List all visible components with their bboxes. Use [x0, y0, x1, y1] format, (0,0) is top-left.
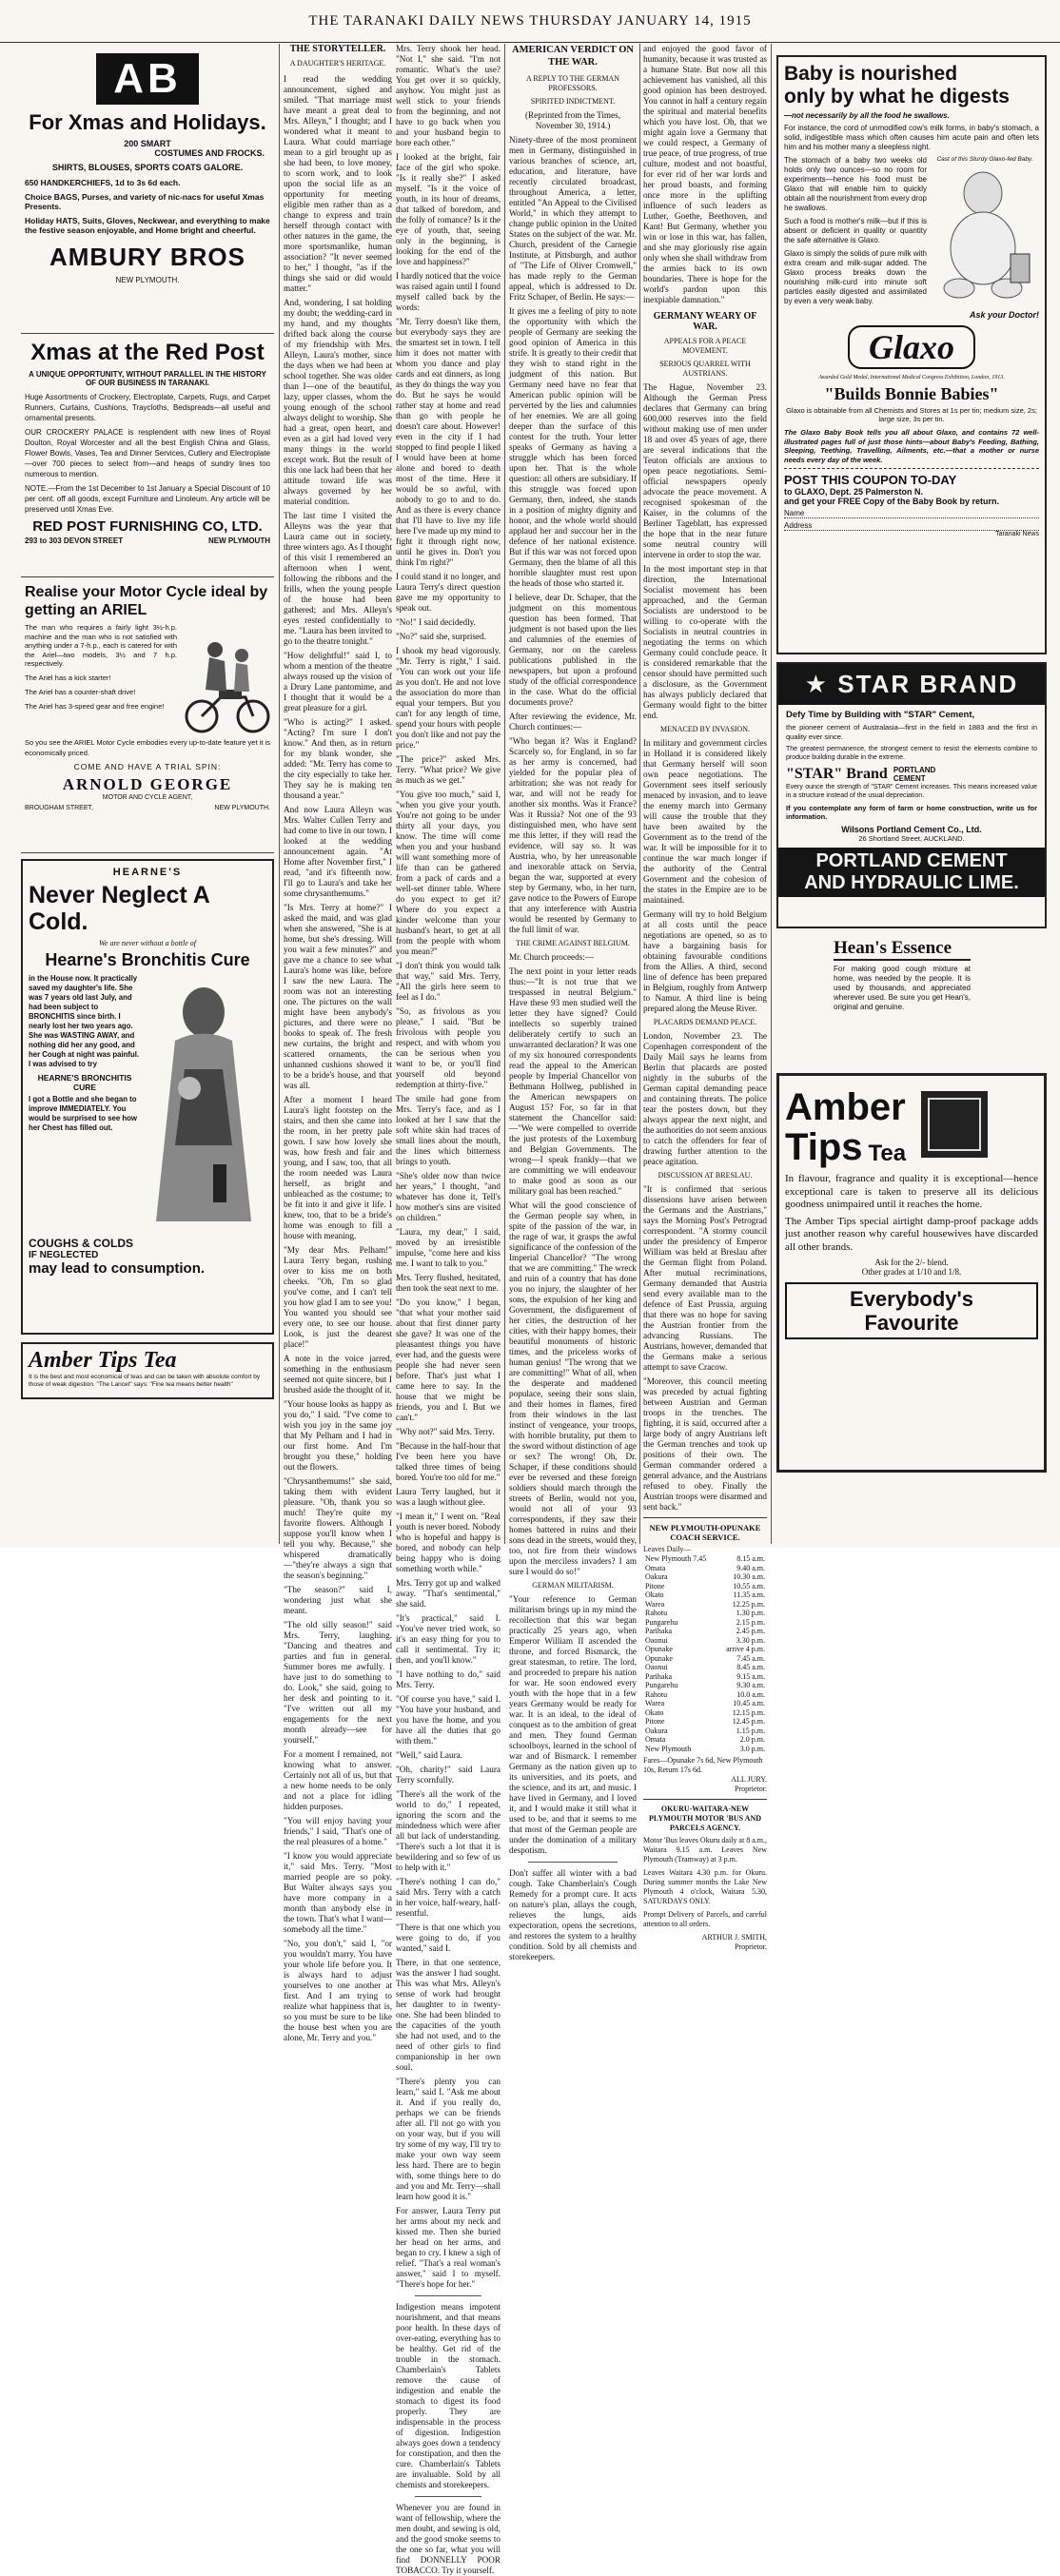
- glaxo-address-field[interactable]: Address: [784, 521, 1039, 531]
- story-paragraph: "Oh, charity!" said Laura Terry scornfully.: [396, 1765, 501, 1785]
- timetable-stop: Pungarehu: [645, 1681, 678, 1689]
- weary-headline: GERMANY WEARY OF WAR.: [653, 311, 757, 332]
- story-paragraph: "I mean it," I went on. "Real youth is never bored. Nobody who is hopeful and happy is bored, and nobody can help being happy who is doing something worth while.": [396, 1512, 501, 1573]
- story-paragraph: "It's practical," said I. "You've never tried work, so it's an easy thing for you to call it sentimental. Try it; then, and you'll know.": [396, 1613, 501, 1665]
- star-brand: STAR BRAND: [837, 670, 1019, 698]
- timetable-stop: Warea: [645, 1599, 665, 1609]
- storyteller-column: [284, 44, 392, 2042]
- timetable-stop: Okato: [645, 1708, 664, 1717]
- verdict-paragraph: After reviewing the evidence, Mr. Church continues:—: [509, 712, 637, 732]
- story-paragraph: "She's older now than twice her years," I thought, "and whatever has done it, Tell's how mother's sins are visited on children.": [396, 1171, 501, 1222]
- star-brand-name: "STAR" Brand: [786, 766, 888, 782]
- timetable-row: [643, 1745, 767, 1754]
- star-body: Every ounce the strength of "STAR" Cement increases. This means increased value in a structure instead of the usual depreciation.: [786, 784, 1037, 799]
- timetable-time: 3.0 p.m.: [739, 1744, 765, 1753]
- timetable-row: [643, 1564, 767, 1573]
- timetable-row: [643, 1618, 767, 1628]
- timetable-stop: Oakura: [645, 1572, 668, 1581]
- star-body: If you contemplate any form of farm or home construction, write us for information.: [786, 804, 1037, 821]
- ambury-line: 200 SMART: [124, 139, 171, 148]
- amber-favourite: Favourite: [864, 1311, 959, 1335]
- story-paragraph: "The old silly season!" said Mrs. Terry, laughing. "Dancing and theatres and parties and fun in general. Summer bores me awfully. I have just to do something to do. Look," she said, going to her desk and pointing to it. "I've written out all my engagements for the next month already—see for yourself.": [284, 1620, 392, 1745]
- story-paragraph: The last time I visited the Alleyns was the year that Laura came out in society, three winters ago. As I thought of this visit I remembered an afternoon when I went, following the ribbons and the frills, when the young people of the house had been gathered; and Mrs. Alleyn's eyes rested confidentially to me. "Laura has been invited to go to the theatre tonight.": [284, 511, 392, 646]
- story-paragraph: Mrs. Terry shook her head. "Not I," she said. "I'm not romantic. What's the use? You get over it so quickly, anyhow. You might just as well stick to your friends from the beginning, and not have to go back when you and your husband begin to bore each other.": [396, 44, 501, 147]
- timetable-row: [643, 1727, 767, 1736]
- story-paragraph: "Who is acting?" I asked. "Acting? I'm sure I don't know." And then, as in return for my blank wonder, she added: "Mr. Terry has come to the city especially to take her. They say he is making ten thousand a year.": [284, 717, 392, 800]
- timetable-row: [643, 1699, 767, 1708]
- tobacco-notice: Whenever you are found in want of fellowship, where the men doubt, and sewing is old, and the good smoke seems to the one so far, what you will find DONNELLY POOR TOBACCO. Try it yourself.: [396, 2503, 501, 2575]
- story-paragraph: Laura Terry laughed, but it was a laugh without glee.: [396, 1487, 501, 1507]
- hearnes-product: Hearne's Bronchitis Cure: [45, 950, 250, 969]
- timetable-stop: Rahotu: [645, 1609, 668, 1617]
- glaxo-headline: only by what he digests: [784, 86, 1010, 107]
- red-post-name: RED POST FURNISHING CO, LTD.: [32, 518, 263, 535]
- glaxo-paper: Taranaki News: [995, 531, 1039, 537]
- storyteller-section: THE STORYTELLER.: [289, 44, 386, 54]
- timetable-row: [643, 1681, 767, 1690]
- verdict-paragraph: Mr. Church proceeds:—: [509, 952, 595, 962]
- ambury-line: COSTUMES AND FROCKS.: [154, 148, 265, 158]
- verdict-paragraph: "Who began it? Was it England? Scarcely so, for England, in so far as her army is concerned, had yielded for the popular plea of arbitration; she was not ready for war, and will not be ready for another six months. Was it France? Was it Russia? Not one of the 93 distinguished men, who have sent me this letter, if they will read the evidence, will say so. It was Austria, who, by her unreasonable and inexorable attack on Servia, began the war, supported at every step by Germany, who, in her turn, gave notice to the Powers of Europe that any interference with Austria would be resented by Germany to the full limit of war.: [509, 736, 637, 934]
- masthead: [0, 0, 1060, 43]
- story-paragraph: I looked at the bright, fair face of the girl who spoke. "Is it really she?" I asked myself. "Is it the voice of youth, in its hour of dreams, that talked of boredom, and the folly of romance? Is it the eye of youth, that, seeing only in the beginning, is looking for the end of the love and happiness?": [396, 152, 501, 266]
- motorcycle-illustration-icon: [183, 623, 270, 737]
- story-paragraph: "Do you know," I began, "that what your mother said about that first dinner party she gave? It was one of the pleasantest things you have ever had, and the guests were people she had never seen before. That's just what I came here to say. In the house that we might be friends, you and I. But we can't.": [396, 1298, 501, 1422]
- portland-cement-banner: [778, 848, 1045, 897]
- timetable-row: [643, 1654, 767, 1664]
- timetable-stop: Oakura: [645, 1726, 668, 1735]
- hearnes-coughs: COUGHS & COLDS: [29, 1237, 134, 1250]
- glaxo-builds: "Builds Bonnie Babies": [824, 384, 999, 403]
- timetable-stop: Omata: [645, 1735, 666, 1744]
- weary-paragraph: Germany will try to hold Belgium at all costs until the peace negotiations are opened, so as to have a bargaining basis for obtaining favourable conditions from the Allies. A third, second line of defence has been prepared in Belgium, roughly from Antwerp to Namur. A third line is being prepared along the Meuse River.: [643, 909, 767, 1013]
- glaxo-body: The stomach of a baby two weeks old holds only two ounces—so no room for experiments—hence his food must be Glaxo that will enable him to quickly obtain all the nourishment from every drop he swallows.: [784, 156, 927, 212]
- story-paragraph: "You give too much," said I, "when you give your youth. You're not going to be under thirty all your days, you know. The time will come when you and your husband will want something more of life than can be gathered from a pack of cards and a well-set dinner table. Where do you expect to get it? Where do you expect a kinder welcome than your husband's heart, to get at all from the people with whom you mean?": [396, 790, 501, 956]
- ariel-text: The Ariel has 3-speed gear and free engine!: [25, 701, 165, 711]
- story-paragraph: "I don't think you would talk that way," said Mrs. Terry, "All the girls here seem to feel as I do.": [396, 961, 501, 1002]
- verdict-paragraph: The next point in your letter reads thus:—"It is not true that we trespassed in neutral Belgium." Have these 93 men studied well the letter they have signed? Could intellects so superbly trained deliberately certify to such an unwarranted declaration? It was one of my six honoured correspondents read the appeal to the American people by Imperial Chancellor von Bethmann Hollweg, published in the American newspapers on August 15? For, so far in that statement the Chancellor said:—"We were compelled to override the just protests of the Luxemburg and Belgian Governments. The wrong—I speak frankly—that we are committing we will endeavour to make good as soon as our military goal has been reached.": [509, 966, 637, 1196]
- red-post-headline: Xmas at the Red Post: [30, 340, 265, 365]
- glaxo-sub: —not necessarily by all the food he swallows.: [784, 111, 950, 120]
- hydraulic-lime-line: AND HYDRAULIC LIME.: [804, 872, 1019, 893]
- column-rule: [279, 44, 280, 1544]
- red-post-ad: [21, 334, 274, 577]
- story-continued-column: [396, 44, 501, 2575]
- story-paragraph: I read the wedding announcement, sighed and smiled. "That marriage must have meant a great deal to Mrs. Alleyn," I thought; and I wondered what it meant to Laura. What could marriage mean to a girl brought up as she had been, to love money, to scorn work, and to look upon the social life as an opportunity for meeting eligible men rather than as a change to express and train herself through contact with other natures in the game, the more sportsmanlike, human association? "It never seemed to her," I thought, "as if the things she said or did would matter.": [284, 74, 392, 293]
- timetable-row: [643, 1554, 767, 1564]
- ambury-line: 650 HANDKERCHIEFS, 1d to 3s 6d each.: [25, 178, 181, 187]
- ambury-line: Holiday HATS, Suits, Gloves, Neckwear, and everything to make the festive season enjoyable, and Home bright and cheerful.: [25, 216, 270, 235]
- story-paragraph: "No?" said she, surprised.: [396, 632, 487, 641]
- hearnes-ad: [21, 859, 274, 1335]
- story-paragraph: "There's all the work of the world to do," I repeated, ignoring the scorn and the mindedness which were after all but lack of understanding. "There's such a lot that it is bewildering and so few of us to help with it.": [396, 1789, 501, 1872]
- column-rule: [504, 44, 505, 1544]
- timetable-stop: Opunake: [645, 1645, 673, 1653]
- story-paragraph: "Well," said Laura.: [396, 1750, 463, 1760]
- timetable-stop: Rahotu: [645, 1689, 668, 1699]
- weary-paragraph: "Moreover, this council meeting was preceded by actual fighting between Austrian and German troops in the trenches. The fighting, it is said, occurred after a large body of angry Austrians left the German trenches and took up positions of their own. The German commander ordered a general advance, and the Austrians refused to obey. Finally the Austrian troops were disarmed and sent back.": [643, 1376, 767, 1512]
- timetable-row: [643, 1717, 767, 1727]
- story-paragraph: The smile had gone from Mrs. Terry's face, and as I looked at her I saw that the soft white skin had traces of small lines about the mouth, the lines which bitterness brings to youth.: [396, 1094, 501, 1166]
- timetable-time: 12.25 p.m.: [732, 1599, 765, 1609]
- story-paragraph: A note in the voice jarred, something in the enthusiasm seemed not quite sincere, but I brushed aside the thought of it.: [284, 1354, 392, 1395]
- ariel-headline: Realise your Motor Cycle ideal by getting an ARIEL: [25, 584, 268, 618]
- red-post-text: Huge Assortments of Crockery, Electroplate, Carpets, Rugs, and Carpet Runners, Curtains, Cushions, Traycloths, Bedspreads—all useful and ornamental presents.: [25, 393, 270, 422]
- timetable-time: 9.40 a.m.: [736, 1563, 765, 1572]
- glaxo-headline: Baby is nourished: [784, 63, 958, 85]
- story-paragraph: "Why not?" said Mrs. Terry.: [396, 1427, 495, 1436]
- timetable-row: [643, 1708, 767, 1718]
- story-paragraph: "There's plenty you can learn," said I. "Ask me about it. And if you really do, perhaps we can be friends after all. I'll not go with you on your way, but if you will try some of my way, I'll try to make your own way seem less hard. There are to begin with, some things here to do and you and Mr. Terry—shall learn how good it is.": [396, 2077, 501, 2201]
- hearnes-tag: We are never without a bottle of: [98, 939, 197, 947]
- motor-text: Motor 'Bus leaves Okuru daily at 8 a.m., Waitara 9.15 a.m. Leaves New Plymouth (Tramway) at 3 p.m.: [643, 1836, 767, 1864]
- glaxo-caption: Cast of this Sturdy Glaxo-fed Baby.: [936, 156, 1033, 163]
- timetable-row: [643, 1627, 767, 1636]
- verdict-sub: A REPLY TO THE GERMAN PROFESSORS.: [525, 74, 620, 92]
- verdict-reprint: (Reprinted from the Times, November 30, 1914.): [524, 110, 621, 130]
- ariel-text: The man who requires a fairly light 3½-h.p. machine and the man who is not satisfied with anything under a 7-h.p., each is catered for with the Ariel—two models, 3½ and 7 h.p. respectively.: [25, 623, 177, 668]
- motor-text: Leaves Waitara 4.30 p.m. for Okuru. During summer months the Lake New Plymouth 4 o'clock, Waitara 5.30, SATURDAYS ONLY.: [643, 1868, 767, 1905]
- amber-grades: Other grades at 1/10 and 1/8.: [861, 1267, 962, 1277]
- red-post-text: OUR CROCKERY PALACE is resplendent with new lines of Royal Doulton, Royal Worcester and all the best English China and Glass, Flower Bowls, Vases, Tea and Dinner Services, Cutlery and Electroplate—over 700 pieces to select from—and heaps of sundry lines too numerous to mention.: [25, 428, 270, 478]
- ambury-line: SHIRTS, BLOUSES, SPORTS COATS GALORE.: [51, 163, 244, 172]
- germany-weary-column: [643, 44, 767, 1951]
- timetable-row: [643, 1582, 767, 1591]
- timetable-stop: Opunake: [645, 1653, 673, 1663]
- timetable-time: 8.15 a.m.: [736, 1554, 765, 1563]
- story-paragraph: Mrs. Terry got up and walked away. "That's sentimental," she said.: [396, 1578, 501, 1609]
- story-paragraph: "Because in the half-hour that I've been here you have talked three times of being bored. You're too old for me.": [396, 1441, 501, 1482]
- star-address: 26 Shortland Street, AUCKLAND.: [858, 834, 965, 843]
- star-icon: ★: [804, 670, 830, 698]
- glaxo-name-field[interactable]: Name: [784, 509, 1039, 518]
- glaxo-coupon-address: to GLAXO, Dept. 25 Palmerston N.: [784, 487, 924, 497]
- mother-child-illustration-icon: [147, 974, 261, 1231]
- verdict-paragraph: It gives me a feeling of pity to note the opportunity with which the people of Germany are seeking the good opinion of America in this strife. It is greatly to their credit that they wish to stand right in the judgment of this nation. But Germany need have no fear that American public opinion will be perverted by the lies and calumnies of her enemies. We are all going deeper than the surface of this contest for the truth. Your letter speaks of Germany as having a struggle which has been forced upon her. That is the whole question: all others are subsidiary. If this struggle was forced upon Germany, then, indeed, she stands in a position of mighty dignity and honor, and the whole world should applaud her and succour her in the defence of her national existence. But if this war was not forced upon Germany, then the blame of all this horrible slaughter must rest upon the heads of those who started it.: [509, 306, 637, 588]
- story-paragraph: "So, as frivolous as you please," I said. "But be frivolous with people you respect, and with whom you can be serious when you want to be, or you'll find yourself old beyond redemption at thirty-five.": [396, 1006, 501, 1089]
- glaxo-award: Awarded Gold Medal, International Medical Congress Exhibition, London, 1913.: [818, 375, 1005, 381]
- timetable-time: 7.45 a.m.: [736, 1653, 765, 1663]
- breslau-heading: DISCUSSION AT BRESLAU.: [658, 1171, 753, 1180]
- coach-heading: NEW PLYMOUTH-OPUNAKE COACH SERVICE.: [649, 1523, 761, 1542]
- weary-paragraph: In the most important step in that direction, the International Socialist movement has been approached, and the German Socialists are understood to be willing to co-operate with the Socialists in neutral countries in negotiating the terms on which Germany could conclude peace. It is considered remarkable that the censor should have permitted such a disclosure, as the Government has always publicly declared that Germany would fight to the bitter end.: [643, 564, 767, 720]
- story-paragraph: "You will enjoy having your friends," I said, "That's one of the real pleasures of a home.": [284, 1816, 392, 1846]
- timetable-time: 9.30 a.m.: [736, 1681, 765, 1689]
- ariel-text: So you see the ARIEL Motor Cycle embodies every up-to-date feature yet it is economically priced.: [25, 738, 270, 757]
- ariel-address-row: [25, 805, 270, 811]
- star-company: Wilsons Portland Cement Co., Ltd.: [841, 825, 982, 834]
- verdict-continued-paragraph: and enjoyed the good favor of humanity, because it was trusted as a humane State. But now all this achievement has vanished, all this good opinion has been destroyed. You cannot in half a century regain the spiritual and material benefits which you have lost. Oh, that we might again love a Germany that we could respect, a Germany of true peace, of true progress, of true culture, modest and not boastful, for ever rid of her war lords and her proud boasts, and forming once more in the uplifting influence of such leaders as Luther, Goethe, Beethoven, and Kant! But Germany, whether you win or lose in this war, has fallen, and she may gloriously rise again only when she shall withdraw from the armies back to its own boundaries. There is hope for the world's pardon upon this inexpiable damnation.": [643, 44, 767, 304]
- ariel-town: NEW PLYMOUTH.: [214, 805, 270, 811]
- timetable-stop: Parihaka: [645, 1627, 672, 1635]
- timetable-row: [643, 1690, 767, 1700]
- weary-sub2: SERIOUS QUARREL WITH AUSTRIANS.: [659, 360, 751, 378]
- masthead-title: THE TARANAKI DAILY NEWS THURSDAY JANUARY 14, 1915: [308, 13, 752, 29]
- hearnes-testimonial: in the House now. It practically saved my daughter's life. She was 7 years old last July, and had been subject to BRONCHITIS since birth. I nearly lost her two years ago. She was WASTING AWAY, and nothing did her any good, and her Cough at night was painful. I was advised to try: [29, 974, 140, 1068]
- timetable-time: 10.0 a.m.: [736, 1689, 765, 1699]
- timetable-stop: New Plymouth: [645, 1744, 692, 1753]
- amber-tips: Tips: [785, 1126, 863, 1168]
- heans-body: For making good cough mixture at home, was needed by the people. It is used by thousands, and appreciated wherever used. Be sure you get Hean's, original and genuine.: [834, 965, 971, 1011]
- timetable-time: 3.30 p.m.: [736, 1635, 765, 1645]
- timetable-time: 1.30 p.m.: [736, 1609, 765, 1617]
- timetable-time: 10.30 a.m.: [733, 1572, 765, 1581]
- american-verdict-column: [509, 44, 637, 1961]
- glaxo-coupon-offer: and get your FREE Copy of the Baby Book by return.: [784, 497, 1000, 506]
- red-post-address: 293 to 303 DEVON STREET: [25, 537, 124, 545]
- story-paragraph: "My dear Mrs. Pelham!" Laura Terry began, rushing over to kiss me on both cheeks. "Oh, I'm so glad you've come, and I can't tell you how glad I am to see you! You wanted you should see every one, to see our house. Look, is just the dearest place!": [284, 1245, 392, 1349]
- heans-title: Hean's Essence: [834, 938, 971, 961]
- ariel-ad: [21, 577, 274, 853]
- story-paragraph: "Your house looks as happy as you do," I said. "I've come to wish you joy in the same joy that My Pelham and I had in our first home. And I'm brought you these," holding out the flowers.: [284, 1399, 392, 1472]
- verdict-paragraph: "Your reference to German militarism brings up in my mind the recollection that this war began practically 25 years ago, when Emperor William II ascended the throne, and forced Bismarck, the great statesman, to retire. The lord, and proceeded to prepare his nation for war. He soon endowed every youth with the hope that in a few years Germany would be ready for war. It is an ideal, to the ideal of conquest as to the ambition of great and men. They found German schoolboys, learned in the school of war and of Bismarck. I remember Germany as the nation given up to its universities, and its poets, and the science, and its art, and music. I have lived in Germany, and I loved it, and I would make it still what it used to be, and that it seems to me that most of the German people are under the domination of a military despotism.: [509, 1594, 637, 1855]
- story-paragraph: "Is Mrs. Terry at home?" I asked the maid, and was glad when she answered, "She is at home, but she's dressing. Will you wait a few minutes?" and gave me a chance to see what Laura's home was like, before I saw the new Laura. The room was not an interesting one. The pictures on the wall might have been anybody's pictures, and there were no books to speak of. The fresh new curtains, the bright and scattered ornaments, the unhanned cushions showed it to be a bride's house, and that was all.: [284, 903, 392, 1090]
- amber-body: The Amber Tips special airtight damp-proof package adds just another reason why careful housewives have discarded all other brands.: [785, 1215, 1038, 1253]
- story-paragraph: And, wondering, I sat holding my doubt; the wedding-card in my hand, and my thoughts drifted back along the course of my friendship with Mrs. Alleyn, Laura's mother, since the days when we had been at school together. She was older than I—one of the beautiful, lazy, upper classes, whom the young enough of the school always delight to worship. She had a great, open heart, and even as a girl had loved very many things in the world except work. But the result of this one lack had been that her attitude toward life was always governed by her material condition.: [284, 298, 392, 506]
- timetable-row: [643, 1735, 767, 1745]
- amber-body: In flavour, fragrance and quality it is exceptional—hence exceptional care is taken to preserve all its delicious goodness unimpaired until it reaches the home.: [785, 1173, 1038, 1210]
- story-paragraph: "Mr. Terry doesn't like them, but everybody says they are the smartest set in town. I tell him it does not matter with whom you dance and play cards and eat dinners, as long as they do things the way you do. But he says he would rather stay at home and read than go with people he doesn't care about. However! even in the city if I had stopped to find people I liked I would have been at home alone and bored to death most of the time. Here it would be so awful, with nobody to go to and to do. And as there is every chance that I'll have to live my life here I've made up my mind to fight it through right now, until he gives in. Don't you think I'm right?": [396, 317, 501, 567]
- story-paragraph: "I know you would appreciate it," said Mrs. Terry. "Most married people are so poky. But Walter always says you have more company in a month than anybody else in the town. That's what I want—somebody all the time.": [284, 1851, 392, 1934]
- timetable-time: arrive 4 p.m.: [726, 1645, 765, 1653]
- timetable-stop: Oaonui: [645, 1663, 668, 1671]
- amber-name: Amber: [785, 1086, 906, 1128]
- red-post-town: NEW PLYMOUTH: [207, 537, 270, 545]
- hearnes-bottle-name: HEARNE'S BRONCHITIS CURE: [37, 1073, 132, 1092]
- story-paragraph: "Of course you have," said I. "You have your husband, and you have the home, and you have all the duties that go with them.": [396, 1694, 501, 1746]
- verdict-sub2: SPIRITED INDICTMENT.: [530, 97, 616, 106]
- timetable-time: 9.15 a.m.: [736, 1671, 765, 1681]
- story-paragraph: After a moment I heard Laura's light footstep on the stairs, and then she came into the room, in her pretty pale gown. I saw how lovely she was, how fresh and fair and young, and I saw, too, that all the room needed was Laura herself, as bright and unbleached as the costume; to be fit into it and give it life. I knew, too, that to be a bride's home was enough to fill a house with meaning.: [284, 1095, 392, 1240]
- timetable-time: 2.0 p.m.: [739, 1735, 765, 1744]
- star-brand-banner: [778, 664, 1045, 705]
- story-paragraph: I shook my head vigorously. "Mr. Terry is right," I said. "You can work out your life as you don't. He and not love the association do more than equal your tempers. But you can't for any length of time, spend your hours with people you don't like and not pay the price.": [396, 646, 501, 750]
- timetable-row: [643, 1645, 767, 1654]
- timetable-stop: Pitone: [645, 1581, 665, 1590]
- star-defy: Defy Time by Building with "STAR" Cement,: [786, 710, 975, 720]
- story-paragraph: For answer, Laura Terry put her arms about my neck and kissed me. Then she buried her head on her arms, and began to cry. I knew a sigh of relief. "That's a real woman's answer," said I to myself. "There's hope for her.": [396, 2206, 501, 2289]
- motor-text: Prompt Delivery of Parcels, and careful attention to all orders.: [643, 1910, 767, 1928]
- glaxo-sold: Glaxo is obtainable from all Chemists and Stores at 1s per tin; medium size, 2s; large size, 3s per tin.: [786, 406, 1037, 423]
- ambury-name: AMBURY BROS: [49, 243, 245, 271]
- star-cement-ad: [776, 662, 1047, 928]
- timetable-stop: Pungarehu: [645, 1617, 678, 1627]
- story-paragraph: Mrs. Terry flushed, hesitated, then took the seat next to me.: [396, 1273, 501, 1293]
- coach-leaves: Leaves Daily—: [643, 1545, 692, 1553]
- red-post-text: NOTE.—From the 1st December to 1st January a Special Discount of 10 per cent. off all goods, except Furniture and Linoleum. Any article will be preserved until Xmas Eve.: [25, 484, 270, 514]
- timetable-time: 1.15 p.m.: [736, 1726, 765, 1735]
- glaxo-body: Such a food is mother's milk—but if this is absent or deficient in quality or quantity the safe alternative is Glaxo.: [784, 217, 927, 244]
- ariel-text: The Ariel has a counter-shaft drive!: [25, 687, 136, 696]
- heans-essence-ad: [776, 938, 1047, 1062]
- timetable-time: 2.15 p.m.: [736, 1617, 765, 1627]
- glaxo-body: For instance, the cord of unmodified cow's milk forms, in baby's stomach, a solid, indigestible mass which often causes him acute pain and often lets him and his mother many a sleepless night.: [784, 124, 1039, 151]
- timetable-row: [643, 1636, 767, 1646]
- story-paragraph: "The price?" asked Mrs. Terry. "What price? We give as much as we get.": [396, 754, 501, 785]
- timetable-row: [643, 1590, 767, 1600]
- timetable-time: 8.45 a.m.: [736, 1663, 765, 1671]
- timetable-stop: Parihaka: [645, 1671, 672, 1681]
- timetable-time: 12.45 p.m.: [732, 1717, 765, 1726]
- hearnes-headline: Never Neglect A Cold.: [29, 882, 209, 935]
- red-post-intro: A UNIQUE OPPORTUNITY, WITHOUT PARALLEL IN THE HISTORY OF OUR BUSINESS IN TARANAKI.: [29, 370, 266, 387]
- story-paragraph: There, in that one sentence, was the answer I had sought. This was what Mrs. Alleyn's sense of work had brought her daughter to in twenty-one. She had been blinded to the capacities of the youth she had not used, and to the need of other girls to find companionship in her own soul.: [396, 1958, 501, 2072]
- verdict-paragraph: Ninety-three of the most prominent men in Germany, distinguished in various branches of science, art, education, and literature, have recently circulated broadcast, throughout America, a letter, entitled "An Appeal to the Civilised World," in which they attempt to change public opinion in the United States on the subject of the war. Mr. Church, president of the Carnegie Institute, at Pittsburgh, and author of "The Life of Oliver Cromwell," has made reply to the German appeal, which is addressed to Dr. Fritz Schaper, of Berlin. He says:—: [509, 135, 637, 302]
- glaxo-coupon: POST THIS COUPON TO-DAY: [784, 473, 957, 487]
- amber-favourite: Everybody's: [850, 1287, 973, 1311]
- story-paragraph: I hardly noticed that the voice was raised again until I found myself called back by the words:: [396, 271, 501, 312]
- menaced-heading: MENACED BY INVASION.: [659, 725, 750, 733]
- timetable-time: 2.45 p.m.: [736, 1627, 765, 1635]
- glaxo-ask: Ask your Doctor!: [969, 310, 1039, 320]
- cough-remedy-notice: Don't suffer all winter with a bad cough. Take Chamberlain's Cough Remedy for a prompt cure. It acts on nature's plan, allays the cough, relieves the lungs, aids expectoration, opens the secretions, and restores the system to a healthy condition. Sold by all chemists and storekeepers.: [509, 1868, 637, 1961]
- amber-tea: Tea: [868, 1141, 907, 1166]
- ariel-street: BROUGHAM STREET,: [25, 805, 93, 811]
- baby-illustration-icon: [931, 163, 1035, 305]
- story-paragraph: "Chrysanthemums!" she said, taking them with evident pleasure. "Oh, thank you so much! They're quite my favorite flowers. Although I suppose you'll know when I tell you why. Because," she whispered dramatically—"they're always a sign that the season's beginning.": [284, 1476, 392, 1580]
- amber-tips-strip-tagline: It is the best and most economical of teas and can be taken with absolute comfort by those of weak digestion. "The Lancet" says: "Fine tea means better health": [29, 1374, 261, 1388]
- story-paragraph: "Laura, my dear," I said, moved by an irresistible impulse, "come here and kiss me. I want to talk to you.": [396, 1227, 501, 1268]
- amber-tips-strip-ad: [21, 1342, 274, 1399]
- hearnes-brand: HEARNE'S: [112, 867, 183, 878]
- coach-timetable: [643, 1554, 767, 1753]
- chamberlain-notice: Indigestion means impotent nourishment, and that means poor health. In these days of over-eating, everything has to be healthy. Get rid of the trouble in the stomach. Chamberlain's Tablets remove the cause of indigestion and enable the stomach to digest its food properly. They are indispensable in the process of digestion. Indigestion always goes down a tendency for constipation, and then the cure. Chamberlain's Tablets are invaluable. Sold by all chemists and storekeepers.: [396, 2302, 501, 2489]
- ambury-headline: For Xmas and Holidays.: [29, 110, 266, 134]
- timetable-row: [643, 1572, 767, 1582]
- story-paragraph: And now Laura Alleyn was Mrs. Walter Cullen Terry and had come to live in our town. I looked at the wedding announcement again. "At Home after November first," I read, "and it's fifteenth now. I'll go to Laura's and take her some chrysanthemums.": [284, 805, 392, 898]
- timetable-stop: Oaonui: [645, 1635, 668, 1645]
- story-paragraph: "I have nothing to do," said Mrs. Terry.: [396, 1669, 501, 1689]
- verdict-crime-heading: THE CRIME AGAINST BELGIUM.: [516, 939, 630, 947]
- story-paragraph: "How delightful!" said I, to whom a mention of the theatre always roused up the vision of a Drury Lane pantomime, and I thought that it would be a great pleasure for a girl.: [284, 651, 392, 712]
- timetable-row: [643, 1672, 767, 1682]
- verdict-paragraph: I believe, dear Dr. Schaper, that the judgment on this momentous question has been formed. That judgment is not based upon the lies and calumnies of the enemies of Germany, nor on the careless publications published in the newspapers, but upon a profound study of the official correspondence in the case. What do the official documents prove?: [509, 593, 637, 707]
- motor-proprietor: Proprietor.: [735, 1942, 767, 1951]
- ariel-text: The Ariel has a kick starter!: [25, 673, 111, 682]
- story-paragraph: "There's nothing I can do," said Mrs. Terry with a catch in her voice, half-weary, half-resentful.: [396, 1877, 501, 1918]
- timetable-row: [643, 1663, 767, 1672]
- tea-chest-icon: [912, 1082, 997, 1167]
- left-ads-column: [21, 44, 274, 1544]
- ambury-town: NEW PLYMOUTH.: [115, 276, 180, 284]
- ambury-line: Choice BAGS, Purses, and variety of nic-nacs for useful Xmas Presents.: [25, 192, 265, 211]
- verdict-paragraph: What will the good conscience of the German people say when, in spite of the passion of the war, in the rage of war, it grasps the awful significance of the confession of the Imperial Chancellor? "The wrong that we are committing." The wreck and ruin of a country that has done you no injury, the slaughter of her sons, the expulsion of her king and Government, the disfigurement of her cities, the destruction of her cities, with their happy homes, their beautiful monuments of historic times, and the priceless works of human genius! "The wrong that we are committing!" What of all, when the desperate and maddened populace, seeing their sons slain, and their homes in flames, fired from their windows in the last instinct of vengeance, your troops, with horrible brutality, put them to the sword without distinction of age or sex? The wrong! Oh, Dr. Schaper, if these conditions should ever be reversed and these foreign soldiers should march through the streets of Berlin, would not you, would not all of your 93 correspondents, if they saw their homes battered in ruins and their sons dead in the streets, would they, too, not fire from their windows upon the merciless invaders? I am sure I would do so!": [509, 1200, 637, 1576]
- ariel-dealer: ARNOLD GEORGE: [62, 775, 233, 793]
- ambury-bros-ad: [21, 44, 274, 334]
- placards-heading: PLACARDS DEMAND PEACE.: [653, 1018, 757, 1026]
- coach-owner: ALL JURY.: [731, 1775, 767, 1784]
- story-paragraph: "No, you don't," said I, "or you wouldn't marry. You have your whole life before you. It is always hard to adjust yourselves to one another at first. And I am trying to realize what happiness that is, so you must be sure to be like the house best when you are alone, Mr. Terry and you.": [284, 1939, 392, 2042]
- timetable-stop: New Plymouth 7.45: [645, 1554, 707, 1563]
- story-paragraph: "No!" I said decidedly.: [396, 617, 476, 627]
- star-body: The greatest permanence, the strongest cement to resist the elements combine to produce building durable in the extreme.: [786, 746, 1037, 761]
- story-paragraph: "There is that one which you were going to do, if you wanted," said I.: [396, 1922, 501, 1953]
- timetable-stop: Warea: [645, 1699, 665, 1708]
- verdict-militarism-heading: GERMAN MILITARISM.: [532, 1581, 614, 1590]
- ariel-trial: COME AND HAVE A TRIAL SPIN:: [73, 762, 222, 771]
- timetable-time: 11.35 a.m.: [733, 1590, 765, 1599]
- hearnes-neglect: IF NEGLECTED: [29, 1250, 99, 1260]
- right-ads-column: [776, 44, 1047, 1544]
- coach-proprietor: Proprietor.: [735, 1785, 767, 1793]
- portland-cement-line: PORTLAND CEMENT: [815, 850, 1008, 871]
- weary-paragraph: In military and government circles in Holland it is considered likely that Germany herself will soon own peace negotiations. The Government sees itself seriously menaced by invasion, and to leave the enemy march into Germany will cause the trouble that they have been awaited by the Government as to the trend of the war. It will be impossible for it to continue the war much longer if the authority of the Central Government and the cohesion of the states in the Empire are to be maintained.: [643, 738, 767, 905]
- weary-paragraph: "It is confirmed that serious dissensions have arisen between the Germans and the Austrians," says the Morning Post's Petrograd correspondent. "A stormy council under the presidency of Emperor William was held at Breslau after the German flight from Poland. After mutual recriminations, Germany demanded that Austria send every available man to the defence of East Prussia, arguing that there was no hope for saving the Austrian frontier from the advancing Russians. The Austrians, however, demanded that the Germans make a serious attempt to save Cracow.: [643, 1184, 767, 1372]
- glaxo-ad: [776, 55, 1047, 654]
- timetable-row: [643, 1600, 767, 1610]
- timetable-stop: Pitone: [645, 1717, 665, 1726]
- column-rule: [771, 44, 772, 1544]
- weary-paragraph: London, November 23. The Copenhagen correspondent of the Daily Mail says he learns from Berlin that placards are posted nightly in the suburbs of the German capital demanding peace and containing threats. The police tear the posters down, but they always appear the next night, and the authorities do not seem anxious to catch the offenders for fear of drawing further attention to the peace agitation.: [643, 1031, 767, 1166]
- hearnes-more: I got a Bottle and she began to improve IMMEDIATELY. You would be surprised to see how her Chest has filled out.: [29, 1095, 137, 1132]
- story-paragraph: For a moment I remained, not knowing what to answer. Certainly not all of us, but that a new home needs to be only and not a place for idling hidden purposes.: [284, 1749, 392, 1811]
- ambury-logo: AB: [96, 53, 199, 105]
- story-paragraph: I could stand it no longer, and Laura Terry's direct question gave me my opportunity to speak out.: [396, 572, 501, 613]
- verdict-headline: AMERICAN VERDICT ON THE WAR.: [512, 45, 634, 68]
- weary-paragraph: The Hague, November 23. Although the German Press declares that Germany can bring 600,000 reserves into the field without making use of men under 18 and over 45 years of age, there are several indications that the Teuton officials are anxious to open peace negotiations. Semi-official newspapers openly advocate the peace movement. A recognised spokesman of the Kaiser, in the columns of the Berliner Tageblatt, has expressed the hope that in the near future some neutral country will intervene in order to stop the war.: [643, 382, 767, 559]
- motor-proprietor-name: ARTHUR J. SMITH,: [701, 1933, 767, 1942]
- glaxo-logo: Glaxo: [848, 325, 975, 369]
- timetable-stop: Okato: [645, 1590, 664, 1599]
- red-post-address-row: [25, 537, 270, 545]
- story-paragraph: "The season?" said I, wondering just what she meant.: [284, 1585, 392, 1615]
- star-body: the pioneer cement of Australasia—first in the field in 1883 and the first in quality ever since.: [786, 723, 1037, 741]
- hearnes-consumption: may lead to consumption.: [29, 1260, 206, 1277]
- star-portland: PORTLAND CEMENT: [893, 766, 936, 783]
- timetable-time: 10.45 a.m.: [733, 1699, 765, 1708]
- timetable-row: [643, 1609, 767, 1618]
- amber-ask: Ask for the 2/- blend.: [874, 1258, 949, 1267]
- timetable-time: 10.55 a.m.: [733, 1581, 765, 1590]
- coach-fares: Fares—Opunake 7s 6d, New Plymouth 10s, Return 17s 6d.: [643, 1756, 763, 1774]
- ariel-dealer-sub: MOTOR AND CYCLE AGENT,: [102, 794, 193, 801]
- timetable-stop: Omata: [645, 1563, 666, 1572]
- glaxo-book: The Glaxo Baby Book tells you all about Glaxo, and contains 72 well-illustrated pages full of just those hints—about Baby's Feeding, Bathing, Sleeping, Teething, Travelling, Ailments, etc.—that a mother or nurse needs every day of the week.: [784, 428, 1039, 464]
- motor-heading: OKURU-WAITARA-NEW PLYMOUTH MOTOR 'BUS AND PARCELS AGENCY.: [648, 1805, 761, 1832]
- column-rule: [639, 44, 640, 1544]
- glaxo-body: Glaxo is simply the solids of pure milk with extra cream and milk-sugar added. The Glaxo process breaks down the nourishing milk-curd into minute soft particles easily digested and assimilated by even a very weak baby.: [784, 249, 927, 305]
- weary-sub: APPEALS FOR A PEACE MOVEMENT.: [663, 337, 747, 355]
- amber-tips-ad: [776, 1073, 1047, 1473]
- amber-tips-strip-name: Amber Tips Tea: [29, 1348, 177, 1373]
- timetable-time: 12.15 p.m.: [732, 1708, 765, 1717]
- storyteller-title: A DAUGHTER'S HERITAGE.: [289, 59, 386, 68]
